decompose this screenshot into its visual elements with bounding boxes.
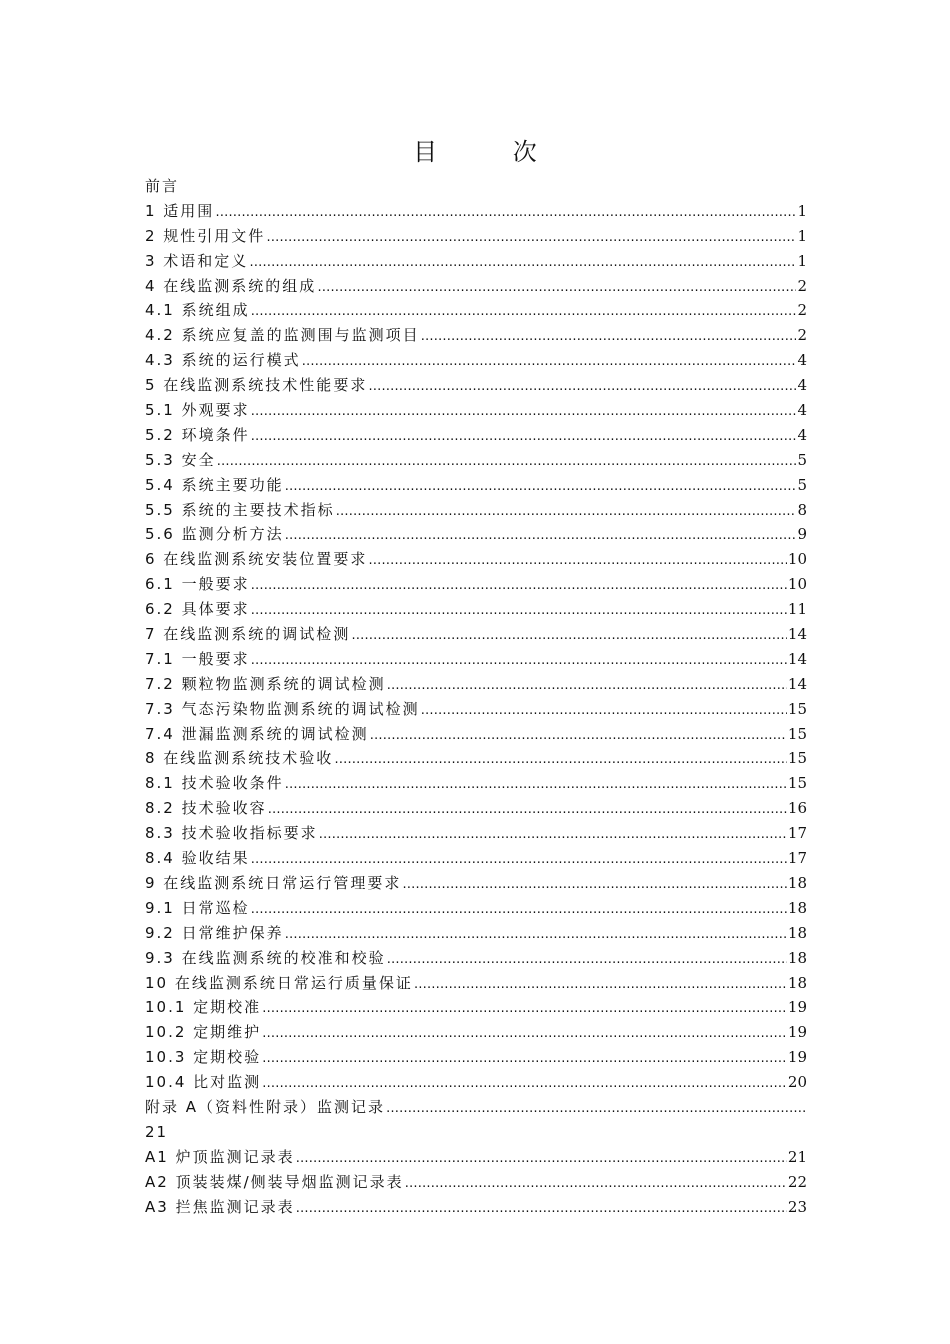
toc-entry[interactable] [145, 473, 807, 498]
toc-leader-dots [387, 674, 787, 699]
toc-entry[interactable] [145, 846, 807, 871]
toc-entry-label: 5.1 外观要求 [145, 401, 250, 420]
toc-page-number: 16 [787, 799, 807, 818]
toc-leader-dots [285, 524, 797, 549]
toc-entry-label: 21 [145, 1122, 169, 1141]
toc-entry[interactable] [145, 224, 807, 249]
toc-entry[interactable] [145, 1145, 807, 1170]
toc-entry[interactable] [145, 722, 807, 747]
toc-entry[interactable] [145, 323, 807, 348]
toc-entry-label: 6 在线监测系统安装位置要求 [145, 550, 368, 569]
toc-entry[interactable] [145, 995, 807, 1020]
toc-entry-label: 8 在线监测系统技术验收 [145, 749, 334, 768]
toc-page-number: 4 [797, 401, 807, 420]
toc-entry[interactable] [145, 647, 807, 672]
toc-page-number: 14 [787, 674, 807, 693]
toc-entry-label: 10.3 定期校验 [145, 1048, 262, 1067]
toc-page-number: 14 [787, 649, 807, 668]
toc-entry-label: 2 规性引用文件 [145, 226, 266, 245]
toc-entry-label: 9 在线监测系统日常运行管理要求 [145, 873, 402, 892]
toc-entry-label: 5.2 环境条件 [145, 425, 250, 444]
toc-page-number: 2 [797, 326, 807, 345]
toc-entry-label: 4.1 系统组成 [145, 301, 250, 320]
toc-page-number: 2 [797, 276, 807, 295]
toc-entry[interactable] [145, 249, 807, 274]
toc-entry[interactable] [145, 498, 807, 523]
toc-page-number: 10 [787, 575, 807, 594]
toc-leader-dots [285, 923, 787, 948]
toc-page-number: 9 [797, 525, 807, 544]
toc-page-number: 1 [797, 201, 807, 220]
toc-entry[interactable] [145, 1020, 807, 1045]
toc-page-number: 18 [787, 923, 807, 942]
toc-entry[interactable] [145, 1120, 807, 1145]
toc-entry[interactable] [145, 771, 807, 796]
toc-entry-label: 5.6 监测分析方法 [145, 525, 284, 544]
toc-leader-dots [268, 798, 787, 823]
toc-entry-label: 9.3 在线监测系统的校准和校验 [145, 948, 386, 967]
toc-entry[interactable] [145, 1095, 807, 1120]
toc-entry[interactable] [145, 199, 807, 224]
toc-page-number: 11 [787, 600, 807, 619]
toc-leader-dots [405, 1172, 787, 1197]
toc-entry[interactable] [145, 1195, 807, 1220]
toc-entry[interactable] [145, 622, 807, 647]
toc-entry-label: 4.3 系统的运行模式 [145, 351, 301, 370]
toc-page-number: 17 [787, 824, 807, 843]
toc-entry[interactable] [145, 697, 807, 722]
toc-page-number: 4 [797, 351, 807, 370]
toc-entry-label: 前言 [145, 177, 180, 195]
toc-entry-label: 6.1 一般要求 [145, 575, 250, 594]
toc-entry[interactable] [145, 274, 807, 299]
toc-page-number: 5 [797, 475, 807, 494]
toc-entry-label: 7 在线监测系统的调试检测 [145, 625, 351, 644]
toc-entry-label: 10 在线监测系统日常运行质量保证 [145, 973, 413, 992]
toc-entry[interactable] [145, 672, 807, 697]
toc-entry[interactable] [145, 522, 807, 547]
toc-leader-dots [285, 773, 787, 798]
toc-leader-dots [317, 276, 796, 301]
toc-page-number: 4 [797, 425, 807, 444]
toc-leader-dots [402, 873, 787, 898]
toc-leader-dots [387, 948, 787, 973]
toc-page-number: 15 [787, 774, 807, 793]
toc-leader-dots [285, 475, 797, 500]
toc-entry-label: 4 在线监测系统的组成 [145, 276, 317, 295]
toc-entry[interactable] [145, 348, 807, 373]
toc-entry[interactable] [145, 398, 807, 423]
toc-page-number: 18 [787, 948, 807, 967]
toc-leader-dots [334, 748, 787, 773]
toc-leader-dots [251, 848, 787, 873]
toc-page-number: 5 [797, 450, 807, 469]
toc-entry[interactable] [145, 547, 807, 572]
toc-leader-dots [368, 549, 787, 574]
toc-entry-label: 7.3 气态污染物监测系统的调试检测 [145, 699, 420, 718]
toc-leader-dots [217, 450, 797, 475]
toc-entry-label: A1 炉顶监测记录表 [145, 1147, 295, 1166]
toc-leader-dots [262, 997, 787, 1022]
toc-entry-label: 9.1 日常巡检 [145, 898, 250, 917]
toc-leader-dots [251, 649, 787, 674]
toc-leader-dots [251, 400, 797, 425]
toc-entry[interactable] [145, 1170, 807, 1195]
toc-entry[interactable] [145, 871, 807, 896]
toc-leader-dots [266, 226, 796, 251]
toc-leader-dots [296, 1197, 787, 1222]
toc-entry[interactable] [145, 921, 807, 946]
toc-leader-dots [251, 574, 787, 599]
toc-page-number: 18 [787, 898, 807, 917]
toc-leader-dots [370, 724, 787, 749]
toc-leader-dots [251, 300, 797, 325]
toc-leader-dots [251, 898, 787, 923]
page-title: 目 次 [413, 138, 571, 166]
table-of-contents [145, 174, 807, 1219]
toc-leader-dots [421, 699, 787, 724]
toc-page-number: 8 [797, 500, 807, 519]
toc-page-number: 14 [787, 625, 807, 644]
toc-entry-label: 9.2 日常维护保养 [145, 923, 284, 942]
toc-leader-dots [262, 1072, 787, 1097]
toc-entry[interactable] [145, 1070, 807, 1095]
toc-entry[interactable] [145, 896, 807, 921]
toc-page-number: 19 [787, 1023, 807, 1042]
toc-leader-dots [421, 325, 797, 350]
toc-entry-label: 8.3 技术验收指标要求 [145, 824, 318, 843]
toc-leader-dots [215, 201, 796, 226]
toc-page-number: 2 [797, 301, 807, 320]
toc-page-number: 17 [787, 849, 807, 868]
toc-page-number: 15 [787, 724, 807, 743]
toc-entry-label: 5 在线监测系统技术性能要求 [145, 376, 368, 395]
toc-page-number: 19 [787, 998, 807, 1017]
toc-entry[interactable] [145, 174, 807, 199]
toc-page-number: 18 [787, 973, 807, 992]
toc-entry[interactable] [145, 746, 807, 771]
toc-leader-dots [251, 425, 797, 450]
toc-entry-label: 10.1 定期校准 [145, 998, 262, 1017]
toc-leader-dots [249, 251, 796, 276]
toc-entry[interactable] [145, 971, 807, 996]
toc-entry[interactable] [145, 298, 807, 323]
toc-entry-label: 8.4 验收结果 [145, 849, 250, 868]
toc-entry[interactable] [145, 821, 807, 846]
toc-page-number: 22 [787, 1172, 807, 1191]
toc-entry[interactable] [145, 448, 807, 473]
toc-entry-label: 10.2 定期维护 [145, 1023, 262, 1042]
toc-leader-dots [296, 1147, 787, 1172]
toc-entry[interactable] [145, 946, 807, 971]
toc-leader-dots [368, 375, 796, 400]
toc-leader-dots [319, 823, 787, 848]
toc-entry-label: 7.4 泄漏监测系统的调试检测 [145, 724, 369, 743]
toc-page-number: 4 [797, 376, 807, 395]
toc-entry[interactable] [145, 597, 807, 622]
toc-entry[interactable] [145, 423, 807, 448]
toc-page-number: 19 [787, 1048, 807, 1067]
toc-entry[interactable] [145, 572, 807, 597]
toc-page-number: 1 [797, 251, 807, 270]
toc-entry-label: 1 适用围 [145, 201, 215, 220]
toc-page-number: 1 [797, 226, 807, 245]
toc-entry-label: 5.4 系统主要功能 [145, 475, 284, 494]
toc-entry-label: 8.2 技术验收容 [145, 799, 267, 818]
toc-leader-dots [386, 1097, 806, 1122]
toc-entry-label: 7.2 颗粒物监测系统的调试检测 [145, 674, 386, 693]
toc-page-number: 20 [787, 1073, 807, 1092]
toc-page-number: 21 [787, 1147, 807, 1166]
toc-entry-label: 5.5 系统的主要技术指标 [145, 500, 335, 519]
toc-entry-label: A3 拦焦监测记录表 [145, 1197, 295, 1216]
toc-entry-label: 附录 A（资料性附录）监测记录 [145, 1097, 386, 1116]
toc-entry-label: 8.1 技术验收条件 [145, 774, 284, 793]
toc-entry-label: 6.2 具体要求 [145, 600, 250, 619]
toc-leader-dots [302, 350, 797, 375]
toc-entry[interactable] [145, 1045, 807, 1070]
toc-page-number: 10 [787, 550, 807, 569]
toc-page-number: 15 [787, 749, 807, 768]
toc-entry-label: 3 术语和定义 [145, 251, 249, 270]
toc-leader-dots [262, 1047, 787, 1072]
toc-entry[interactable] [145, 373, 807, 398]
toc-leader-dots [351, 624, 787, 649]
toc-page-number: 18 [787, 873, 807, 892]
toc-leader-dots [414, 973, 787, 998]
toc-entry-label: 5.3 安全 [145, 450, 216, 469]
toc-entry-label: 4.2 系统应复盖的监测围与监测项目 [145, 326, 420, 345]
toc-entry-label: 10.4 比对监测 [145, 1073, 262, 1092]
toc-entry-label: A2 顶装装煤/侧装导烟监测记录表 [145, 1172, 404, 1191]
toc-leader-dots [262, 1022, 787, 1047]
toc-leader-dots [336, 500, 797, 525]
toc-page-number: 15 [787, 699, 807, 718]
toc-entry-label: 7.1 一般要求 [145, 649, 250, 668]
toc-entry[interactable] [145, 796, 807, 821]
toc-page-number: 23 [787, 1197, 807, 1216]
toc-leader-dots [251, 599, 787, 624]
